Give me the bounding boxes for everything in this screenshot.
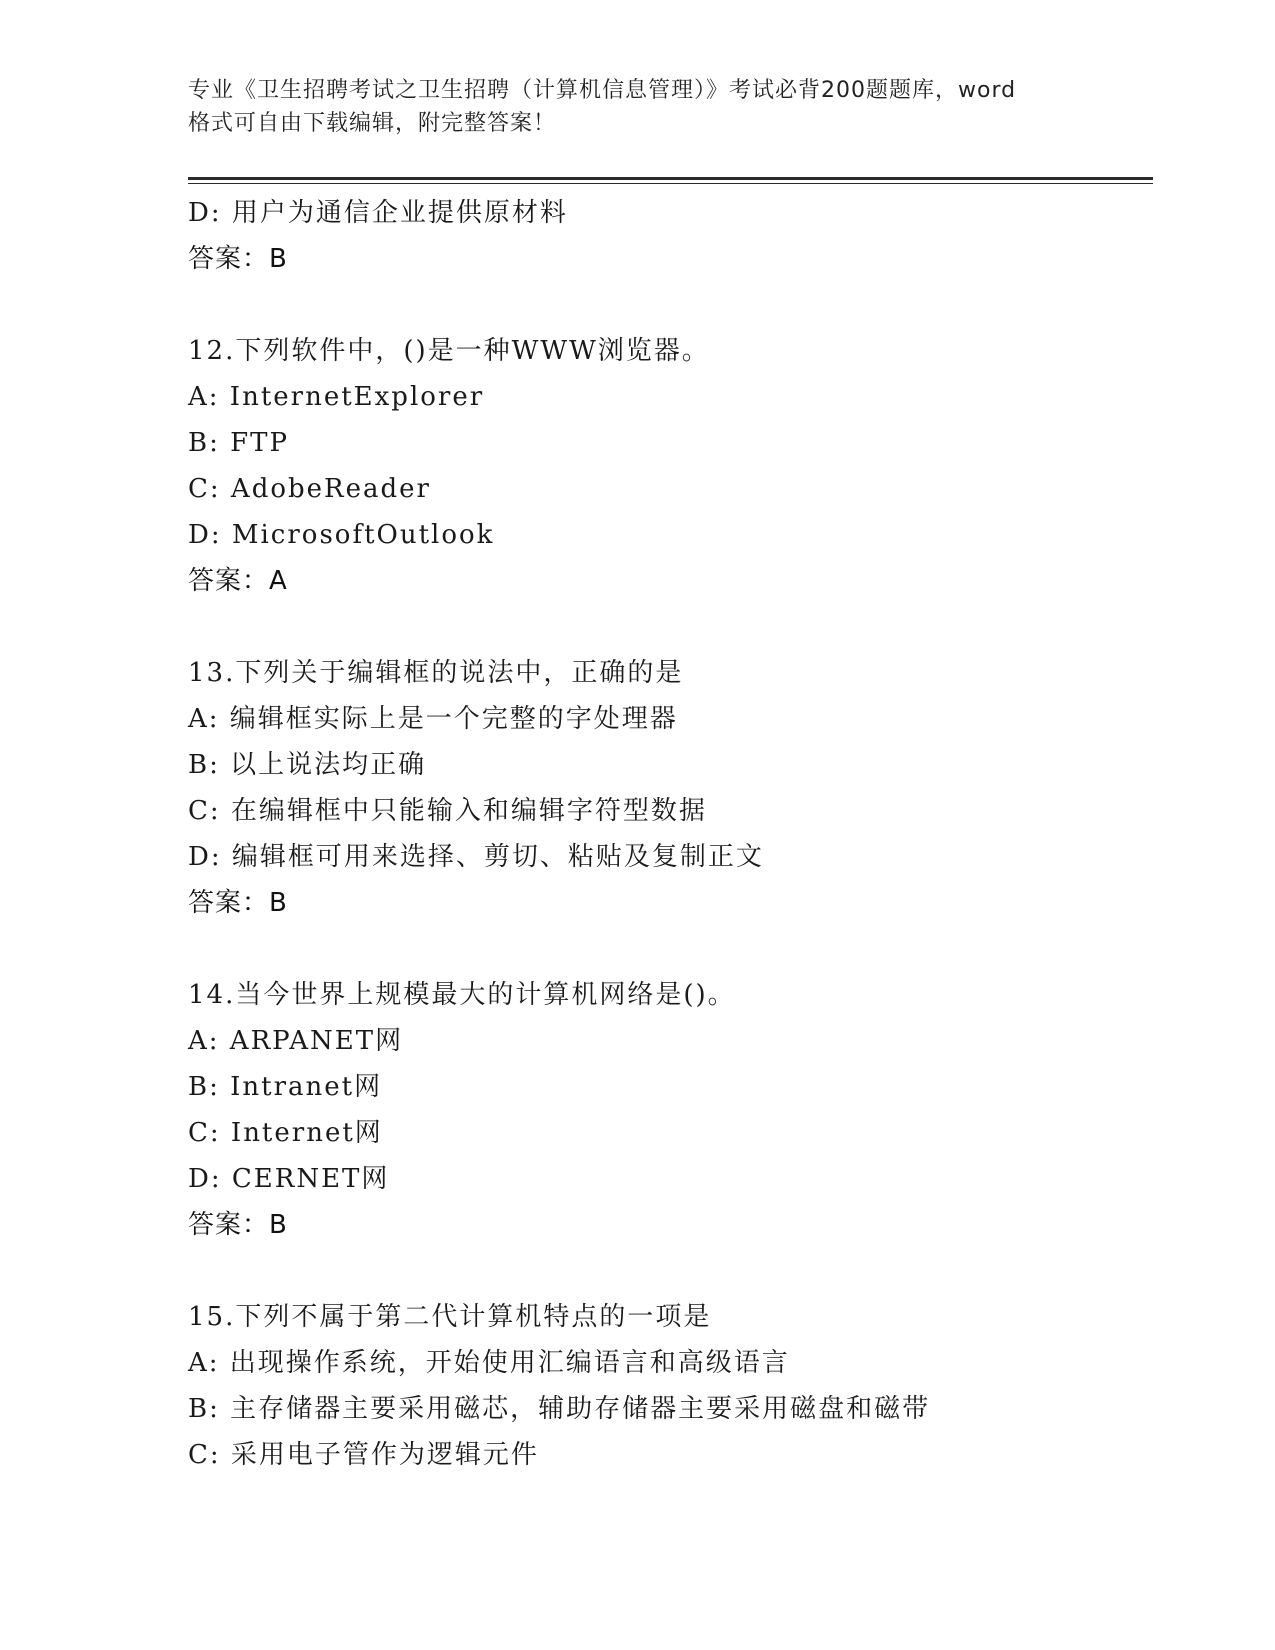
question-stem: 15.下列不属于第二代计算机特点的一项是 xyxy=(188,1302,712,1332)
answer-line: 答案：B xyxy=(188,244,288,274)
question-stem: 12.下列软件中，()是一种WWW浏览器。 xyxy=(188,336,710,366)
option-d: D: 用户为通信企业提供原材料 xyxy=(188,198,568,228)
answer-line: 答案：B xyxy=(188,888,288,918)
question-spacer xyxy=(188,604,1153,650)
option-a: A: 编辑框实际上是一个完整的字处理器 xyxy=(188,704,678,734)
header-line-2: 格式可自由下载编辑，附完整答案！ xyxy=(188,111,557,136)
question-11-fragment xyxy=(188,190,1153,282)
option-c: C: Internet网 xyxy=(188,1118,383,1148)
question-spacer xyxy=(188,926,1153,972)
option-d: D: 编辑框可用来选择、剪切、粘贴及复制正文 xyxy=(188,842,764,872)
header-line-1: 专业《卫生招聘考试之卫生招聘（计算机信息管理）》考试必背200题题库，word xyxy=(188,78,1017,103)
question-13 xyxy=(188,650,1153,926)
header-divider-thick xyxy=(188,177,1153,180)
option-d: D: MicrosoftOutlook xyxy=(188,520,495,550)
answer-line: 答案：B xyxy=(188,1210,288,1240)
question-14 xyxy=(188,972,1153,1248)
option-c: C: 在编辑框中只能输入和编辑字符型数据 xyxy=(188,796,707,826)
option-b: B: 主存储器主要采用磁芯，辅助存储器主要采用磁盘和磁带 xyxy=(188,1394,931,1424)
question-stem: 14.当今世界上规模最大的计算机网络是()。 xyxy=(188,980,736,1010)
option-b: B: Intranet网 xyxy=(188,1072,383,1102)
option-d: D: CERNET网 xyxy=(188,1164,390,1194)
option-c: C: 采用电子管作为逻辑元件 xyxy=(188,1440,539,1470)
option-a: A: InternetExplorer xyxy=(188,382,485,412)
question-15 xyxy=(188,1294,1153,1478)
document-header xyxy=(188,74,1088,140)
option-a: A: ARPANET网 xyxy=(188,1026,404,1056)
option-a: A: 出现操作系统，开始使用汇编语言和高级语言 xyxy=(188,1348,790,1378)
question-12 xyxy=(188,328,1153,604)
question-list xyxy=(188,190,1153,1478)
option-b: B: 以上说法均正确 xyxy=(188,750,427,780)
question-spacer xyxy=(188,282,1153,328)
option-c: C: AdobeReader xyxy=(188,474,431,504)
option-b: B: FTP xyxy=(188,428,290,458)
header-divider-thin xyxy=(188,183,1153,184)
question-stem: 13.下列关于编辑框的说法中，正确的是 xyxy=(188,658,684,688)
question-spacer xyxy=(188,1248,1153,1294)
answer-line: 答案：A xyxy=(188,566,288,596)
